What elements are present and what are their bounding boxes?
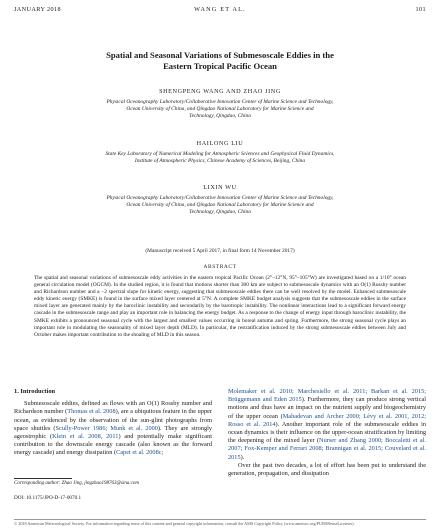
doi-text[interactable]: DOI: 10.1175/JPO-D-17-0070.1 [14, 495, 82, 501]
right-column [228, 388, 426, 478]
affiliation-1-line-1: Physical Oceanography Laboratory/Collaborative Innovation Center of Marine Science and Technology, [106, 99, 334, 105]
text-run: ) and potentially make significant contribution to the downscale energy cascade (also known as the forward energy cascade) and energy dissipation ( [14, 433, 212, 457]
intro-paragraph-1 [14, 400, 212, 457]
corresponding-author-footnote [14, 481, 214, 486]
author-names-2: HAILONG LIU [196, 140, 244, 147]
author-names-3: LIXIN WU [203, 184, 237, 191]
text-run: ), are a ubiquitous feature in the upper ocean, as evidenced by the observation of the sun-glint photographs from space shuttles ( [14, 408, 212, 432]
author-names-1: SHENGPENG WANG AND ZHAO JING [159, 88, 281, 95]
text-run: ). Another important role of the submesoscale eddies in ocean dynamics is their influence on the upper-ocean stratification by limiting the deepening of the mixed layer ( [228, 420, 426, 445]
doi-block [14, 494, 214, 502]
running-header [14, 6, 426, 18]
title-line-2: Eastern Tropical Pacific Ocean [163, 61, 277, 71]
text-run: ). Furthermore, they can produce strong vertical motions and thus have an impact on the nutrient supply and biogeochemistry of the upper ocean ( [228, 396, 426, 420]
affiliation-2-line-2: Institute of Atmospheric Physics, Chinese Academy of Sciences, Beijing, China [134, 158, 306, 165]
page-number: 101 [415, 6, 426, 13]
left-column [14, 388, 212, 458]
copyright-notice: © 2018 American Meteorological Society. For information regarding reuse of this content and general copyright information, consult the AMS Copyright Policy (www.ametsoc.org/PUBSReuseLicenses). [14, 521, 355, 526]
intro-paragraph-2: Over the past two decades, a lot of effort has been put to understand the generation, propagation, and dissipation [228, 461, 426, 478]
affiliation-2-line-1: State Key Laboratory of Numerical Modeling for Atmospheric Sciences and Geophysical Fluid Dynamics, [105, 151, 335, 157]
text-run: Submesoscale eddies, defined as flows with an O(1) Rossby number and Richardson number ( [14, 400, 212, 416]
citation-link[interactable]: Capet et al. 2008c; [116, 449, 164, 457]
citation-link[interactable]: Scully-Power 1986; Munk et al. 2000 [55, 424, 158, 432]
affiliation-3-line-2: Ocean University of China, and Qingdao National Laboratory for Marine Science and [126, 202, 314, 209]
citation-link[interactable]: Klein et al. 2008, 2011 [52, 433, 119, 441]
affiliation-1-line-3: Technology, Qingdao, China [189, 113, 251, 120]
footnote-rule [14, 478, 72, 479]
footer-rule [14, 519, 426, 520]
text-run: ). They are strongly ageostrophic ( [14, 424, 213, 441]
text-run: ). [240, 453, 245, 461]
footnote-text: Corresponding author: Zhao Jing, jingzhao198763@sina.com [14, 481, 139, 486]
intro-paragraph-1-continued [228, 388, 426, 462]
abstract-body: The spatial and seasonal variations of submesoscale eddy activities in the eastern tropical Pacific Ocean (2°–12°N, 95°–105°W) are investigated based on a 1/10° ocean general circulation model (OGCM). In the studied region, it is found that motions shorter than 300 km are subject to submesoscale dynamics with an O(1) Rossby number and Richardson number and a −2 spectral slope for kinetic energy, suggesting that submesoscale eddies there can be well resolved by the model. Enhanced submesoscale eddy kinetic energy (SMKE) is found in the surface mixed layer centered at 5°N. A complete SMKE budget analysis suggests that the submesoscale eddies in the surface mixed layer are generated mainly by the baroclinic instability and secondarily by the barotropic instability. The nonlinear interactions lead to a significant forward energy cascade in the submesoscale range and play an important role in balancing the energy budget. As a response to the change of energy input through baroclinic instability, the SMKE exhibits a pronounced seasonal cycle with the largest and smallest values occurring in boreal autumn and spring. Furthermore, the strong seasonal cycle plays an important role in modulating the seasonality of mixed layer depth (MLD). In particular, the restratification induced by the strong submesoscale eddies between July and October makes important contribution to the shoaling of MLD in this season. [34, 275, 406, 338]
affiliation-2 [40, 151, 400, 165]
manuscript-dates: (Manuscript received 5 April 2017, in final form 14 November 2017) [145, 248, 295, 254]
abstract-heading: ABSTRACT [203, 264, 237, 270]
citation-link[interactable]: Thomas et al. 2008 [67, 408, 116, 416]
affiliation-1 [40, 99, 400, 121]
affiliation-3-line-3: Technology, Qingdao, China [189, 209, 251, 216]
affiliation-1-line-2: Ocean University of China, and Qingdao National Laboratory for Marine Science and [126, 106, 314, 113]
section-heading: 1. Introduction [14, 388, 56, 395]
title-line-1: Spatial and Seasonal Variations of Submesoscale Eddies in the [106, 50, 334, 60]
paper-title [40, 50, 400, 72]
citation-link[interactable]: Nurser and Zhang 2000; Boccaletti et al. 2007; Fox-Kemper and Ferrari 2008; Brannigan et al. 2015; Couvelard et al. 2015 [228, 437, 427, 461]
header-authors: WANG ET AL. [194, 6, 246, 13]
header-date: JANUARY 2018 [14, 6, 62, 13]
citation-link[interactable]: Mahadevan and Archer 2000; Lévy et al. 2001, 2012; Rosso et al. 2014 [228, 412, 426, 428]
affiliation-3-line-1: Physical Oceanography Laboratory/Collaborative Innovation Center of Marine Science and Technology, [106, 195, 334, 201]
affiliation-3 [40, 195, 400, 217]
citation-link[interactable]: Molemaker et al. 2010; Marchesiello et al. 2011; Barkan et al. 2015; Brüggemann and Eden 2015 [228, 388, 426, 404]
